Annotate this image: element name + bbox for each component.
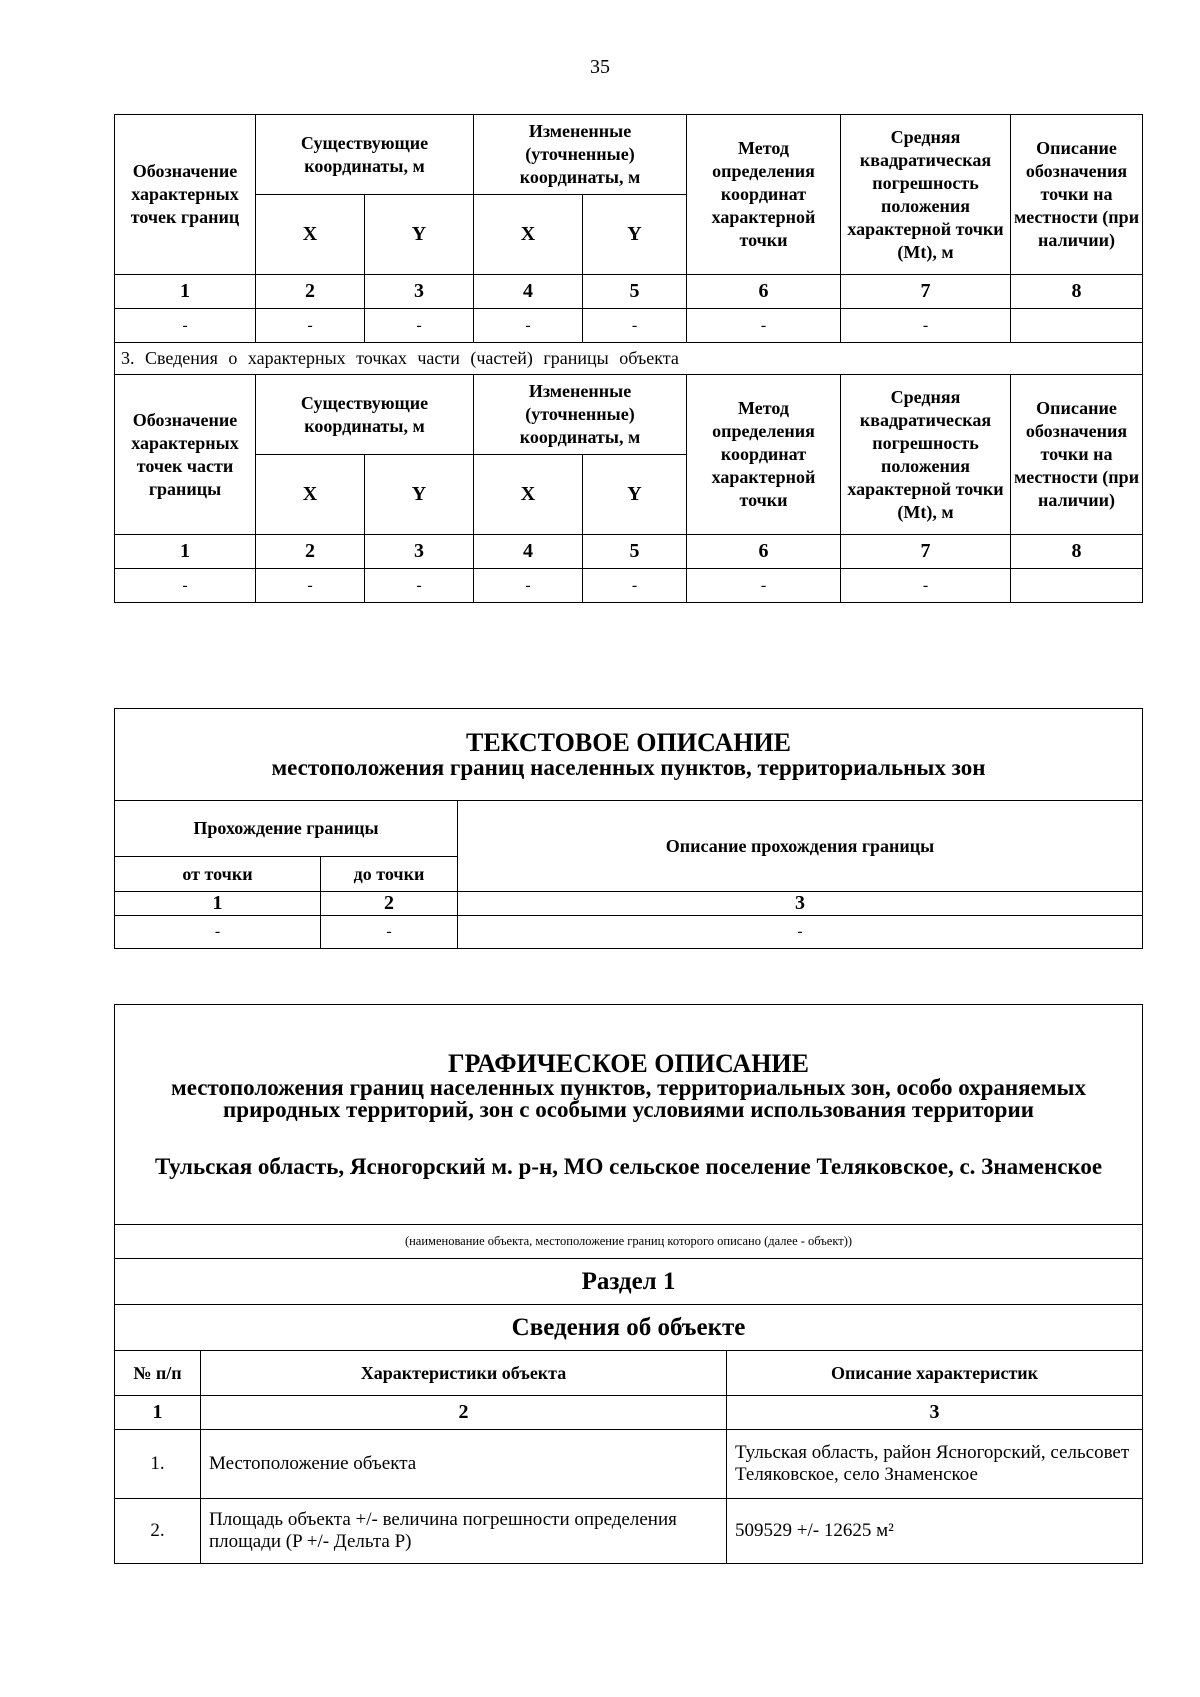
table-cell: - [115,569,256,603]
table-cell: - [583,309,687,343]
column-number: 1 [115,892,321,916]
header-x: X [256,195,365,275]
header-existing-coordinates: Существующие координаты, м [256,375,474,455]
column-number: 8 [1011,275,1143,309]
table-cell: - [474,309,583,343]
header-characteristics-description: Описание характеристик [727,1351,1143,1396]
column-number: 2 [256,535,365,569]
table-cell: - [687,309,841,343]
column-number: 2 [321,892,458,916]
header-y: Y [583,455,687,535]
header-passage: Прохождение границы [115,801,458,857]
row-description: Тульская область, район Ясногорский, сельсовет Теляковское, село Знаменское [727,1430,1143,1499]
header-y: Y [583,195,687,275]
header-method: Метод определения координат характерной точки [687,115,841,275]
graphic-description-table [114,1004,1143,1564]
header-error: Средняя квадратическая погрешность положения характерной точки (Mt), м [841,375,1011,535]
section-3-label: 3. Сведения о характерных точках части (частей) границы объекта [115,343,1143,375]
header-method: Метод определения координат характерной точки [687,375,841,535]
header-error: Средняя квадратическая погрешность положения характерной точки (Mt), м [841,115,1011,275]
column-number: 2 [201,1396,727,1430]
table-cell: - [841,569,1011,603]
header-to-point: до точки [321,857,458,892]
text-description-title: ТЕКСТОВОЕ ОПИСАНИЕ [466,727,792,757]
row-characteristic: Площадь объекта +/- величина погрешности определения площади (P +/- Дельта P) [201,1499,727,1564]
column-number: 1 [115,275,256,309]
column-number: 4 [474,535,583,569]
header-part-point-designation: Обозначение характерных точек части границы [115,375,256,535]
column-number: 1 [115,535,256,569]
column-number: 6 [687,535,841,569]
table-cell: - [256,309,365,343]
column-number: 1 [115,1396,201,1430]
column-number: 3 [727,1396,1143,1430]
header-description: Описание обозначения точки на местности (при наличии) [1011,115,1143,275]
column-number: 6 [687,275,841,309]
table-cell: - [474,569,583,603]
column-number: 5 [583,275,687,309]
section-subtitle: Сведения об объекте [115,1305,1143,1351]
header-characteristics: Характеристики объекта [201,1351,727,1396]
section-title: Раздел 1 [115,1259,1143,1305]
header-existing-coordinates: Существующие координаты, м [256,115,474,195]
row-number: 1. [115,1430,201,1499]
header-point-designation: Обозначение характерных точек границ [115,115,256,275]
object-location-title: Тульская область, Ясногорский м. р-н, МО сельское поселение Теляковское, с. Знаменское [154,1154,1103,1179]
table-cell: - [365,309,474,343]
table-cell: - [458,916,1143,949]
column-number: 2 [256,275,365,309]
header-y: Y [365,195,474,275]
text-description-table [114,708,1143,949]
table-cell: - [583,569,687,603]
column-number: 3 [458,892,1143,916]
graphic-description-title: ГРАФИЧЕСКОЕ ОПИСАНИЕ [448,1049,809,1078]
text-description-subtitle: местоположения границ населенных пунктов, территориальных зон [271,754,986,780]
table-row [115,1430,1143,1499]
table-cell: - [687,569,841,603]
page-number: 35 [590,56,610,78]
table-cell [1011,569,1143,603]
column-number: 4 [474,275,583,309]
header-y: Y [365,455,474,535]
header-x: X [474,455,583,535]
row-description: 509529 +/- 12625 м² [727,1499,1143,1564]
table-cell: - [321,916,458,949]
header-description: Описание обозначения точки на местности (при наличии) [1011,375,1143,535]
table-cell: - [256,569,365,603]
column-number: 7 [841,275,1011,309]
header-changed-coordinates: Измененные (уточненные) координаты, м [474,115,687,195]
coordinates-table [114,114,1143,603]
graphic-description-subtitle: местоположения границ населенных пунктов, территориальных зон, особо охраняемых природных территорий, зон с особыми условиями использования территории [171,1075,1086,1122]
table-cell: - [115,916,321,949]
table-row [115,1499,1143,1564]
object-note: (наименование объекта, местоположение границ которого описано (далее - объект)) [115,1225,1143,1259]
column-number: 3 [365,535,474,569]
column-number: 8 [1011,535,1143,569]
header-x: X [256,455,365,535]
header-number: № п/п [115,1351,201,1396]
table-cell: - [365,569,474,603]
table-cell [1011,309,1143,343]
header-changed-coordinates: Измененные (уточненные) координаты, м [474,375,687,455]
column-number: 3 [365,275,474,309]
text-description-header [115,709,1143,801]
table-cell: - [115,309,256,343]
row-characteristic: Местоположение объекта [201,1430,727,1499]
header-from-point: от точки [115,857,321,892]
header-x: X [474,195,583,275]
row-number: 2. [115,1499,201,1564]
graphic-description-header [115,1005,1143,1225]
header-passage-description: Описание прохождения границы [458,801,1143,892]
table-cell: - [841,309,1011,343]
column-number: 7 [841,535,1011,569]
column-number: 5 [583,535,687,569]
